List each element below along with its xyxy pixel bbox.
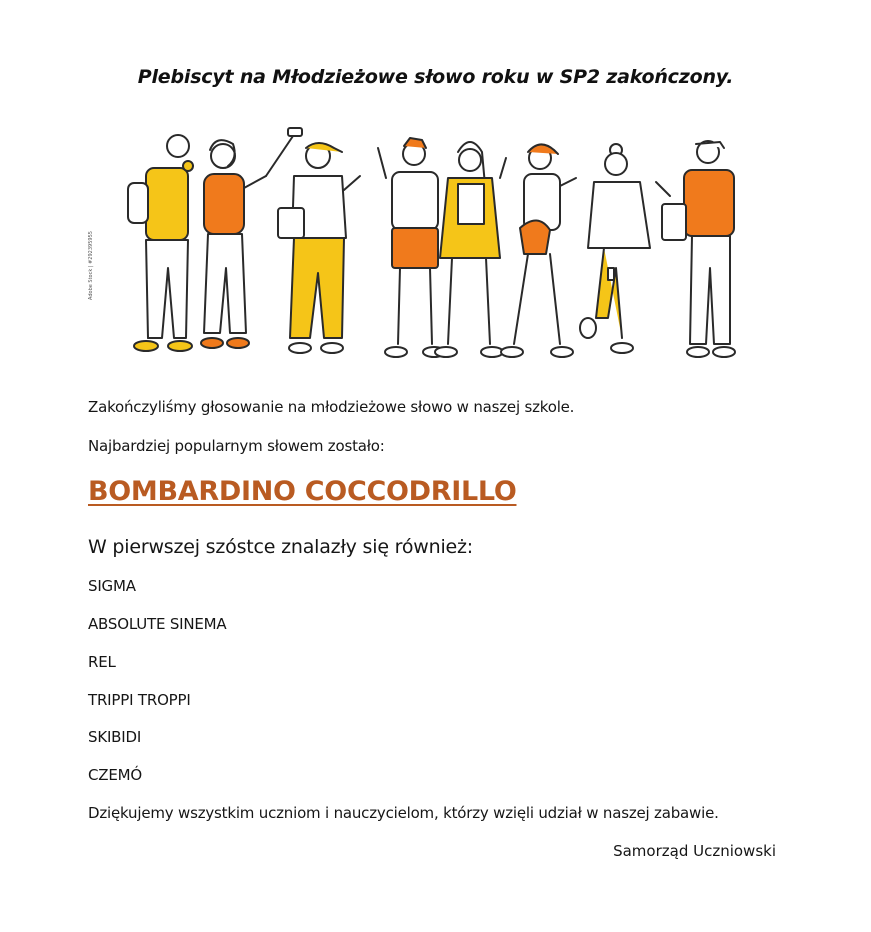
list-item: SKIBIDI [88,728,142,746]
list-item: TRIPPI TROPPI [88,691,191,709]
winner-word: BOMBARDINO COCCODRILLO [88,476,517,507]
figure-student-bun [580,144,650,353]
list-item: REL [88,653,116,671]
figure-student-yellow-jacket [435,142,506,357]
figure-student-orange-hat [501,144,576,357]
signature: Samorząd Uczniowski [613,842,776,860]
thanks-text: Dziękujemy wszystkim uczniom i nauczycielom, którzy wzięli udział w naszej zabawie. [88,804,719,822]
figure-student-orange-shorts [378,138,445,357]
list-item: ABSOLUTE SINEMA [88,615,227,633]
list-item: CZEMÓ [88,766,142,784]
figure-student-selfie-stick [266,128,360,353]
intro-text: Zakończyliśmy głosowanie na młodzieżowe słowo w naszej szkole. [88,398,575,416]
figure-student-cap-tablet [656,141,735,357]
top-six-heading: W pierwszej szóstce znalazły się również: [88,536,473,558]
illustration-credit: Adobe Stock | #292395955 [88,231,94,300]
figure-student-backpack [128,135,193,351]
list-item: SIGMA [88,577,136,595]
lead-text: Najbardziej popularnym słowem zostało: [88,437,385,455]
figure-student-orange-top [201,140,266,348]
page-title: Plebiscyt na Młodzieżowe słowo roku w SP2 zakończony. [137,66,734,88]
students-illustration [88,108,776,378]
